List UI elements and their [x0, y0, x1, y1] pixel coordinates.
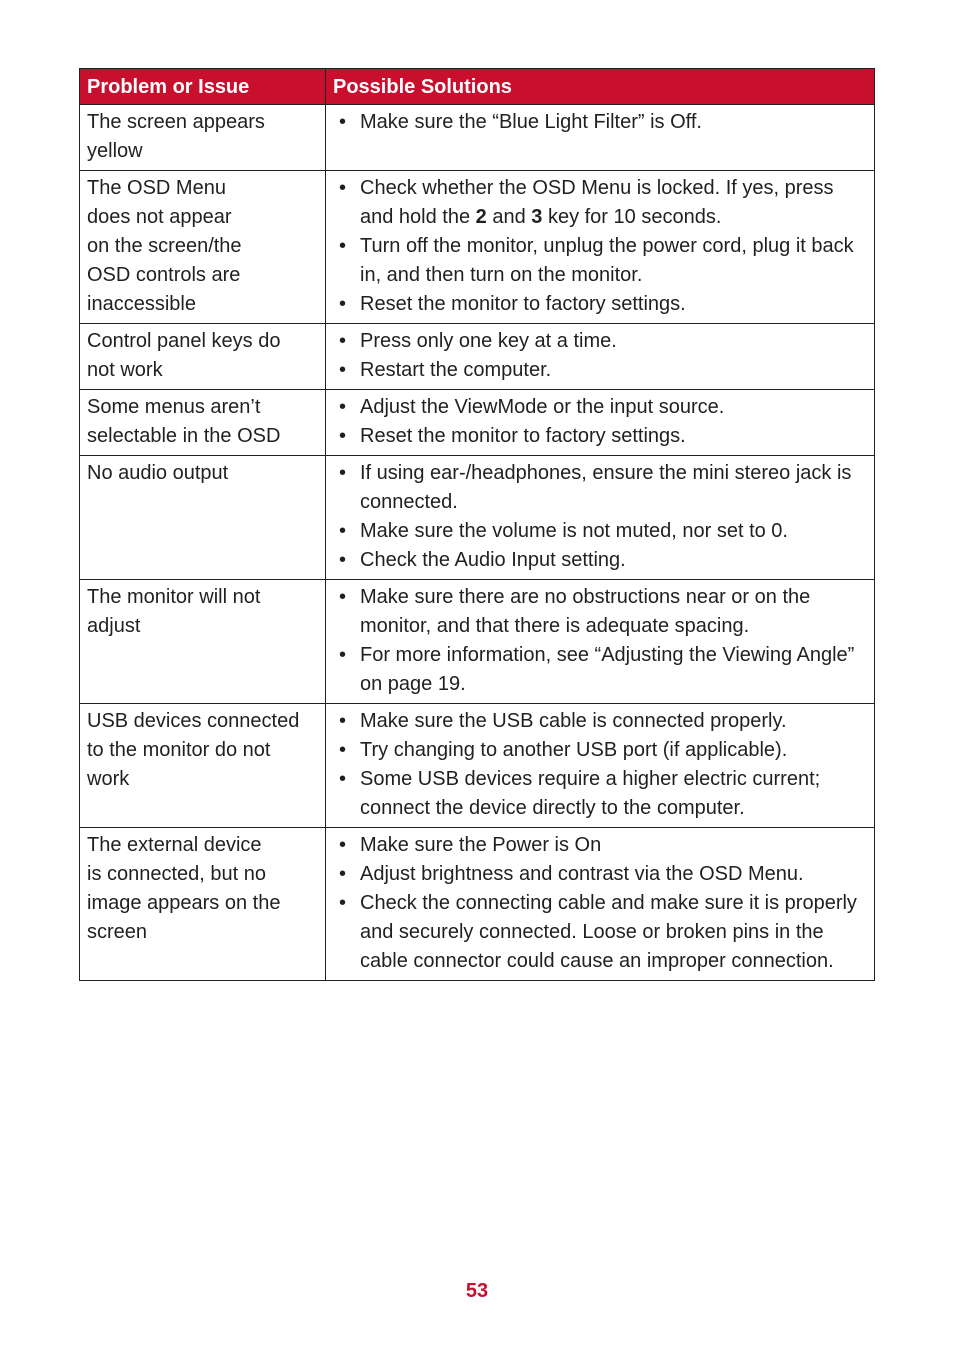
solution-list — [336, 583, 868, 699]
solution-list — [336, 459, 868, 575]
solution-item: • Make sure the Power is On — [336, 831, 868, 860]
solutions-cell — [326, 704, 875, 828]
solution-item: • Make sure there are no obstructions near or on the monitor, and that there is adequate spacing. — [336, 583, 868, 641]
issue-cell: The monitor will not adjust — [80, 580, 326, 704]
solution-item: • Check the connecting cable and make sure it is properly and securely connected. Loose or broken pins in the cable connector could cause an improper connection. — [336, 889, 868, 976]
solutions-cell — [326, 171, 875, 324]
issue-cell: The external device is connected, but no image appears on the screen — [80, 828, 326, 981]
solution-item: • Check whether the OSD Menu is locked. If yes, press and hold the 2 and 3 key for 10 seconds. — [336, 174, 868, 232]
solutions-cell — [326, 105, 875, 171]
solutions-cell — [326, 828, 875, 981]
solution-list — [336, 393, 868, 451]
issue-cell: The screen appears yellow — [80, 105, 326, 171]
issue-cell: Control panel keys do not work — [80, 324, 326, 390]
solution-item: • For more information, see “Adjusting the Viewing Angle” on page 19. — [336, 641, 868, 699]
solutions-cell — [326, 580, 875, 704]
solution-list — [336, 707, 868, 823]
table-row — [80, 456, 875, 580]
issue-cell: USB devices connected to the monitor do not work — [80, 704, 326, 828]
table-row — [80, 580, 875, 704]
solution-item: • Adjust brightness and contrast via the OSD Menu. — [336, 860, 868, 889]
issue-cell: No audio output — [80, 456, 326, 580]
solution-item: • Make sure the “Blue Light Filter” is Off. — [336, 108, 868, 137]
key-number: 2 — [475, 206, 487, 228]
header-problem: Problem or Issue — [80, 69, 326, 105]
solution-item: • Try changing to another USB port (if applicable). — [336, 736, 868, 765]
table-row — [80, 828, 875, 981]
solution-item: • Make sure the volume is not muted, nor set to 0. — [336, 517, 868, 546]
table-row — [80, 324, 875, 390]
solution-list — [336, 174, 868, 319]
solution-item: • Turn off the monitor, unplug the power cord, plug it back in, and then turn on the monitor. — [336, 232, 868, 290]
table-row — [80, 105, 875, 171]
solution-list — [336, 108, 868, 137]
solutions-cell — [326, 456, 875, 580]
solution-item: • Press only one key at a time. — [336, 327, 868, 356]
solution-item: • Reset the monitor to factory settings. — [336, 290, 868, 319]
table-row — [80, 704, 875, 828]
key-number: 3 — [531, 206, 543, 228]
page-number: 53 — [465, 1280, 489, 1302]
solution-item: • Make sure the USB cable is connected properly. — [336, 707, 868, 736]
table-body — [80, 105, 875, 981]
issue-cell: The OSD Menu does not appear on the screen/the OSD controls are inaccessible — [80, 171, 326, 324]
header-solutions: Possible Solutions — [326, 69, 875, 105]
solution-item: • Reset the monitor to factory settings. — [336, 422, 868, 451]
solution-item: • Adjust the ViewMode or the input source. — [336, 393, 868, 422]
solution-item: • Some USB devices require a higher electric current; connect the device directly to the computer. — [336, 765, 868, 823]
table-header-row — [80, 69, 875, 105]
solution-item: • Restart the computer. — [336, 356, 868, 385]
solution-list — [336, 831, 868, 976]
solutions-cell — [326, 390, 875, 456]
solution-item: • Check the Audio Input setting. — [336, 546, 868, 575]
table-row — [80, 390, 875, 456]
solution-list — [336, 327, 868, 385]
solutions-cell — [326, 324, 875, 390]
table-row — [80, 171, 875, 324]
solution-item: • If using ear-/headphones, ensure the mini stereo jack is connected. — [336, 459, 868, 517]
troubleshooting-table — [79, 68, 875, 981]
issue-cell: Some menus aren’t selectable in the OSD — [80, 390, 326, 456]
